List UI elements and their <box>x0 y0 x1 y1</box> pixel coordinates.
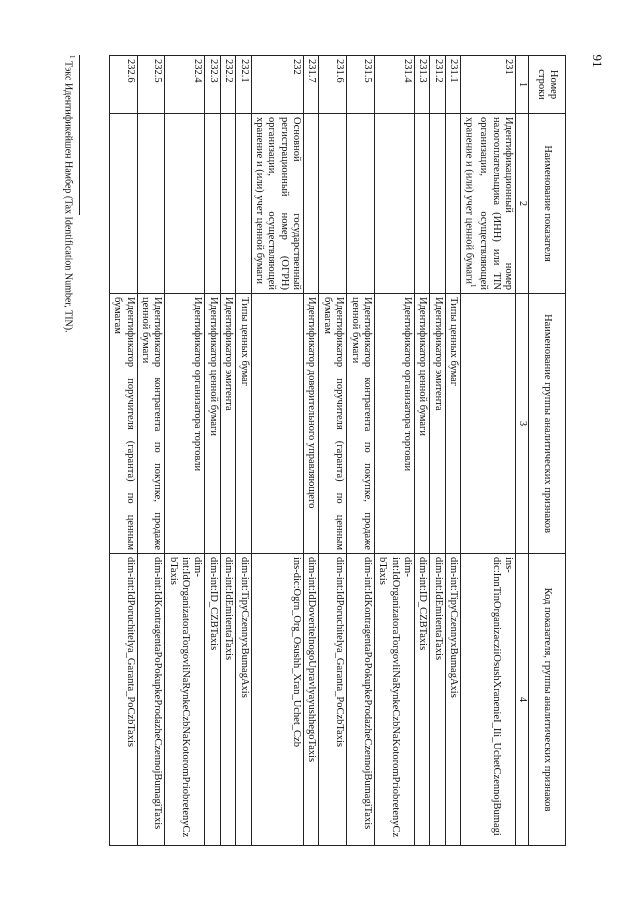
indicator-code: dim-int:IdEmitentaTaxis <box>220 554 235 846</box>
rotated-page-content <box>62 55 566 845</box>
row-number: 231.1 <box>445 56 460 114</box>
indicator-name <box>461 114 516 294</box>
row-number: 231.2 <box>430 56 445 114</box>
table-row <box>347 56 375 846</box>
column-number: 1 <box>516 56 529 114</box>
indicator-name <box>415 114 430 294</box>
indicator-code: dim-int:TipyCzennyxBumagAxis <box>236 554 251 846</box>
group-name: Идентификатор эмитента <box>220 294 235 554</box>
row-number: 232.1 <box>236 56 251 114</box>
header-row-number: Номер строки <box>529 56 566 114</box>
group-name: Идентификатор контрагента по покупке, продаже ценной бумаги <box>347 294 375 554</box>
group-name: Идентификатор поручителя (гаранта) по ценным бумагам <box>109 294 137 554</box>
group-name: Идентификатор ценной бумаги <box>415 294 430 554</box>
indicator-table <box>109 55 566 846</box>
row-number: 232.2 <box>220 56 235 114</box>
group-name: Идентификатор эмитента <box>430 294 445 554</box>
group-name <box>461 294 516 554</box>
row-number: 231 <box>461 56 516 114</box>
table-row <box>445 56 460 846</box>
indicator-name <box>304 114 319 294</box>
indicator-code: ins-dic:InnTinOrganizacziiOsushXranenieI_Ili_UchetCzennojBumagi <box>461 554 516 846</box>
indicator-code: dim-int:IdEmitentaTaxis <box>430 554 445 846</box>
table-header-row <box>529 56 566 846</box>
indicator-code: dim-int:ID_CZBTaxis <box>205 554 220 846</box>
table-row <box>430 56 445 846</box>
row-number: 231.6 <box>319 56 347 114</box>
table-row <box>304 56 319 846</box>
footnote-text: Тэкс Идентификейшен Намбер (Tax Identification Number, TIN). <box>62 61 74 333</box>
table-row <box>415 56 430 846</box>
column-number: 2 <box>516 114 529 294</box>
indicator-name: Основной государственный регистрационный номер (ОГРН) организации, осуществляющей хранение и (или) учет ценной бумаги <box>251 114 304 294</box>
table-row <box>461 56 516 846</box>
table-row <box>374 56 414 846</box>
indicator-code: dim-int:IdOrganizatoraTorgovliNaRynkeCzbNaKotoromPriobretenyCzbTaxis <box>165 554 205 846</box>
row-number: 232 <box>251 56 304 114</box>
table-row <box>319 56 347 846</box>
column-number: 3 <box>516 294 529 554</box>
table-row <box>205 56 220 846</box>
table-row <box>165 56 205 846</box>
indicator-name <box>319 114 347 294</box>
column-number: 4 <box>516 554 529 846</box>
row-number: 232.6 <box>109 56 137 114</box>
footnote-separator <box>79 55 80 215</box>
indicator-name <box>430 114 445 294</box>
indicator-code: ins-dic:Ogrn_Org_Osushh_Xran_Uchet_Czb <box>251 554 304 846</box>
indicator-code: dim-int:IdPoruchitelya_Garanta_PoCzbTaxis <box>109 554 137 846</box>
header-indicator-name: Наименование показателя <box>529 114 566 294</box>
indicator-name <box>236 114 251 294</box>
indicator-code: dim-int:TipyCzennyxBumagAxis <box>445 554 460 846</box>
group-name: Идентификатор поручителя (гаранта) по ценным бумагам <box>319 294 347 554</box>
indicator-name <box>374 114 414 294</box>
indicator-name-text: Идентификационный номер налогоплательщика (ИНН) или TIN организации, осуществляющей хранение и (или) учет ценной бумаги <box>463 117 515 290</box>
row-number: 231.4 <box>374 56 414 114</box>
header-code: Код показателя, группы аналитических признаков <box>529 554 566 846</box>
indicator-name <box>109 114 137 294</box>
group-name: Идентификатор организатора торговли <box>165 294 205 554</box>
footnote-ref: 1 <box>469 283 478 288</box>
indicator-code: dim-int:IdKontragentaPoPokupkeProdazheCzennojBumagiTaxis <box>347 554 375 846</box>
group-name: Типы ценных бумаг <box>236 294 251 554</box>
table-row <box>109 56 137 846</box>
row-number: 231.7 <box>304 56 319 114</box>
indicator-name <box>137 114 165 294</box>
page-number: 91 <box>590 54 605 68</box>
table-row <box>137 56 165 846</box>
footnote-marker: 1 <box>68 55 76 59</box>
indicator-code: dim-int:ID_CZBTaxis <box>415 554 430 846</box>
group-name: Идентификатор организатора торговли <box>374 294 414 554</box>
indicator-code: dim-int:IdOrganizatoraTorgovliNaRynkeCzbNaKotoromPriobretenyCzbTaxis <box>374 554 414 846</box>
indicator-name <box>445 114 460 294</box>
indicator-code: dim-int:IdKontragentaPoPokupkeProdazheCzennojBumagiTaxis <box>137 554 165 846</box>
row-number: 232.5 <box>137 56 165 114</box>
indicator-code: dim-int:IdDoveritelnogoUpravlyayushhegoTaxis <box>304 554 319 846</box>
indicator-name <box>165 114 205 294</box>
group-name <box>251 294 304 554</box>
column-number-row <box>516 56 529 846</box>
group-name: Идентификатор ценной бумаги <box>205 294 220 554</box>
group-name: Типы ценных бумаг <box>445 294 460 554</box>
indicator-code: dim-int:IdPoruchitelya_Garanta_PoCzbTaxis <box>319 554 347 846</box>
indicator-name <box>347 114 375 294</box>
header-group-name: Наименование группы аналитических признаков <box>529 294 566 554</box>
table-row <box>220 56 235 846</box>
row-number: 231.3 <box>415 56 430 114</box>
group-name: Идентификатор контрагента по покупке, продаже ценной бумаги <box>137 294 165 554</box>
group-name: Идентификатор доверительного управляющего <box>304 294 319 554</box>
row-number: 231.5 <box>347 56 375 114</box>
footnote <box>63 55 76 333</box>
table-row <box>236 56 251 846</box>
row-number: 232.3 <box>205 56 220 114</box>
row-number: 232.4 <box>165 56 205 114</box>
table-row <box>251 56 304 846</box>
indicator-name <box>220 114 235 294</box>
indicator-name <box>205 114 220 294</box>
